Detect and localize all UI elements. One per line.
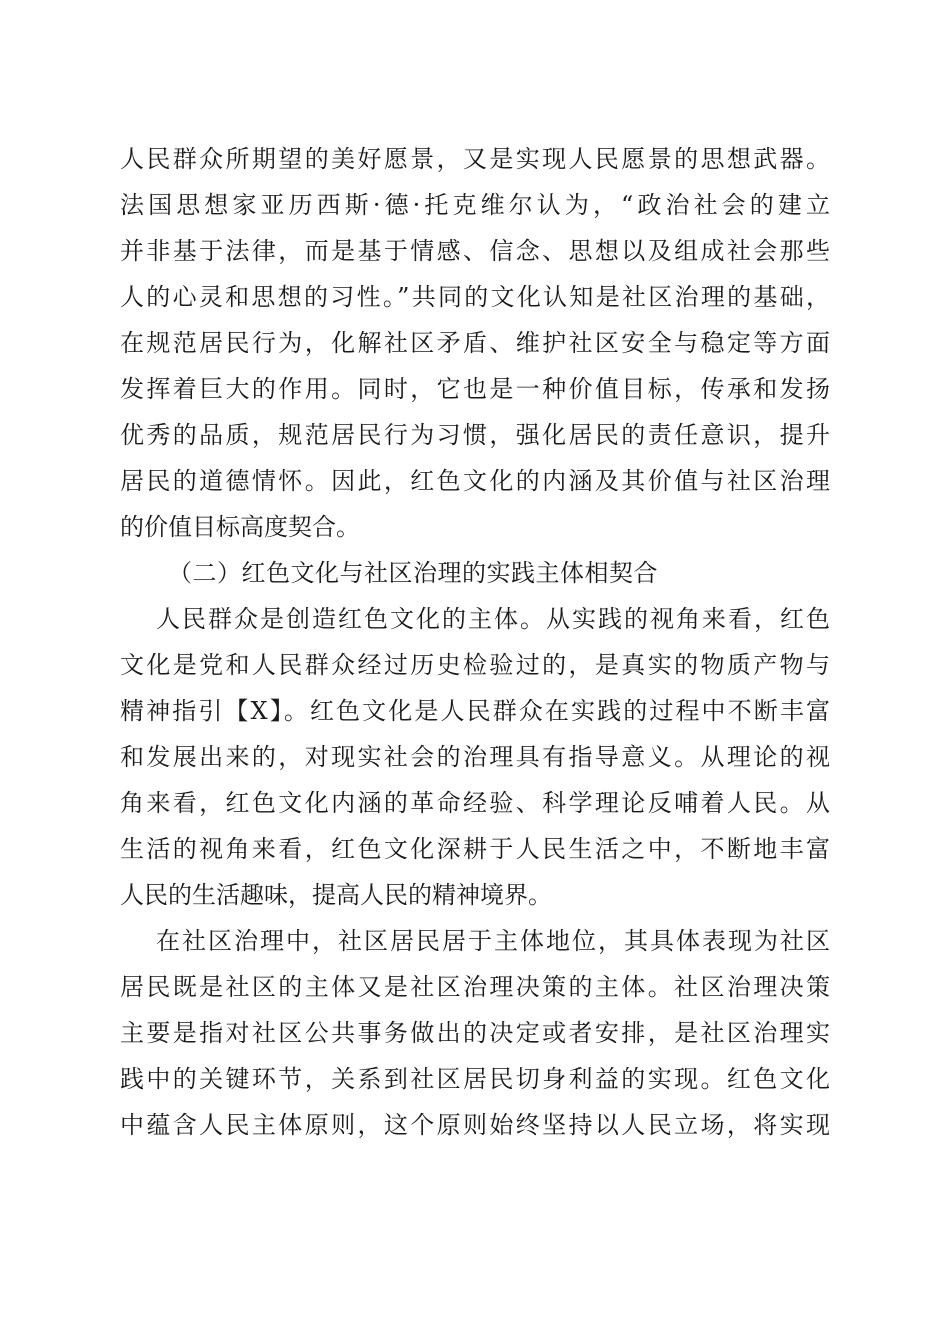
paragraph-1 — [120, 136, 830, 550]
text-line: 主要是指对社区公共事务做出的决定或者安排，是社区治理实 — [120, 1019, 830, 1047]
text-line: 并非基于法律，而是基于情感、信念、思想以及组成社会那些 — [120, 237, 830, 265]
text-line: 生活的视角来看，红色文化深耕于人民生活之中，不断地丰富 — [120, 835, 830, 863]
text-line: 践中的关键环节，关系到社区居民切身利益的实现。红色文化 — [120, 1065, 830, 1093]
text-line: 人民的生活趣味，提高人民的精神境界。 — [120, 881, 552, 909]
paragraph-3 — [120, 918, 830, 1148]
text-line: 中蕴含人民主体原则，这个原则始终坚持以人民立场，将实现 — [120, 1111, 830, 1139]
text-line: 人的心灵和思想的习性。”共同的文化认知是社区治理的基础， — [120, 283, 830, 311]
text-line: 和发展出来的，对现实社会的治理具有指导意义。从理论的视 — [120, 743, 830, 771]
text-line: 人民群众所期望的美好愿景，又是实现人民愿景的思想武器。 — [120, 145, 830, 173]
text-line: 居民既是社区的主体又是社区治理决策的主体。社区治理决策 — [120, 973, 830, 1001]
text-line: 在社区治理中，社区居民居于主体地位，其具体表现为社区 — [156, 927, 830, 955]
text-line: 人民群众是创造红色文化的主体。从实践的视角来看，红色 — [156, 605, 830, 633]
text-line: 的价值目标高度契合。 — [120, 513, 360, 541]
text-line: 角来看，红色文化内涵的革命经验、科学理论反哺着人民。从 — [120, 789, 830, 817]
document-body — [120, 136, 830, 1148]
text-line: 在规范居民行为，化解社区矛盾、维护社区安全与稳定等方面 — [120, 329, 830, 357]
text-line: 精神指引【X】。红色文化是人民群众在实践的过程中不断丰富 — [120, 697, 830, 725]
text-line: 法国思想家亚历西斯·德·托克维尔认为，“政治社会的建立 — [120, 191, 830, 219]
text-line: 发挥着巨大的作用。同时，它也是一种价值目标，传承和发扬 — [120, 375, 830, 403]
paragraph-2 — [120, 596, 830, 918]
text-line: 居民的道德情怀。因此，红色文化的内涵及其价值与社区治理 — [120, 467, 830, 495]
section-heading: （二）红色文化与社区治理的实践主体相契合 — [168, 559, 658, 587]
text-line: 优秀的品质，规范居民行为习惯，强化居民的责任意识，提升 — [120, 421, 830, 449]
text-line: 文化是党和人民群众经过历史检验过的，是真实的物质产物与 — [120, 651, 830, 679]
